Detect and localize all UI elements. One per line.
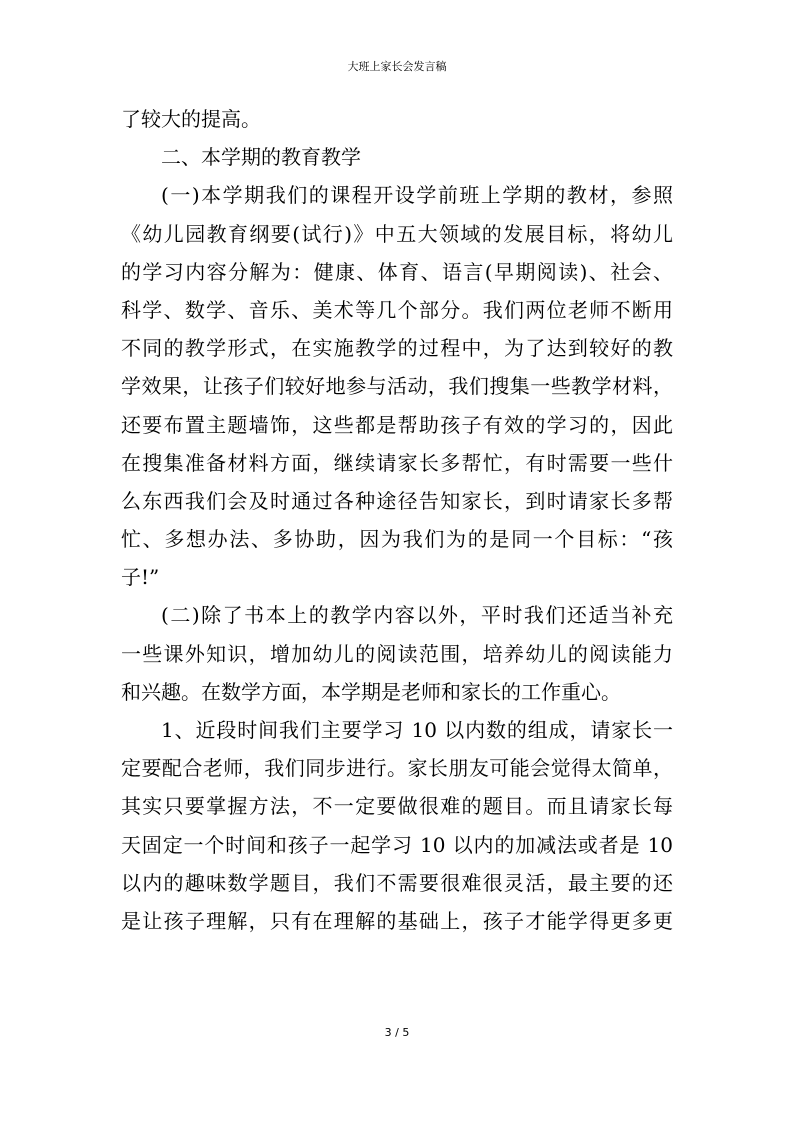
text-line: 科学、数学、音乐、美术等几个部分。我们两位老师不断用 [121,297,673,322]
text-line: (二)除了书本上的教学内容以外，平时我们还适当补充 [161,603,673,628]
page-number: 3 / 5 [384,1026,410,1039]
text-line: 的学习内容分解为：健康、体育、语言(早期阅读)、社会、 [121,259,673,284]
document-body [121,100,673,940]
text-line: 一些课外知识，增加幼儿的阅读范围，培养幼儿的阅读能力 [121,641,673,666]
text-line: (一)本学期我们的课程开设学前班上学期的教材，参照 [161,183,673,208]
text-line: 子!” [121,565,160,590]
text-line: 《幼儿园教育纲要(试行)》中五大领域的发展目标，将幼儿 [121,221,673,246]
text-line: 和兴趣。在数学方面，本学期是老师和家长的工作重心。 [121,679,621,704]
text-line: 不同的教学形式，在实施教学的过程中，为了达到较好的教 [121,336,673,361]
text-line: 了较大的提高。 [121,107,261,131]
text-line: 天固定一个时间和孩子一起学习 10 以内的加减法或者是 10 [121,832,673,857]
page-header-title: 大班上家长会发言稿 [347,60,447,73]
text-line: 以内的趣味数学题目，我们不需要很难很灵活，最主要的还 [121,870,673,895]
text-line: 1、近段时间我们主要学习 10 以内数的组成，请家长一 [161,718,673,742]
text-line: 定要配合老师，我们同步进行。家长朋友可能会觉得太简单， [121,756,673,781]
text-line: 其实只要掌握方法，不一定要做很难的题目。而且请家长每 [121,794,673,819]
section-heading: 二、本学期的教育教学 [161,145,361,170]
text-line: 在搜集准备材料方面，继续请家长多帮忙，有时需要一些什 [121,450,673,475]
text-line: 是让孩子理解，只有在理解的基础上，孩子才能学得更多更 [121,908,673,933]
text-line: 忙、多想办法、多协助，因为我们为的是同一个目标：“孩 [121,527,673,552]
text-line: 还要布置主题墙饰，这些都是帮助孩子有效的学习的，因此 [121,412,673,437]
text-line: 么东西我们会及时通过各种途径告知家长，到时请家长多帮 [121,488,673,513]
text-line: 学效果，让孩子们较好地参与活动，我们搜集一些教学材料， [121,374,673,399]
